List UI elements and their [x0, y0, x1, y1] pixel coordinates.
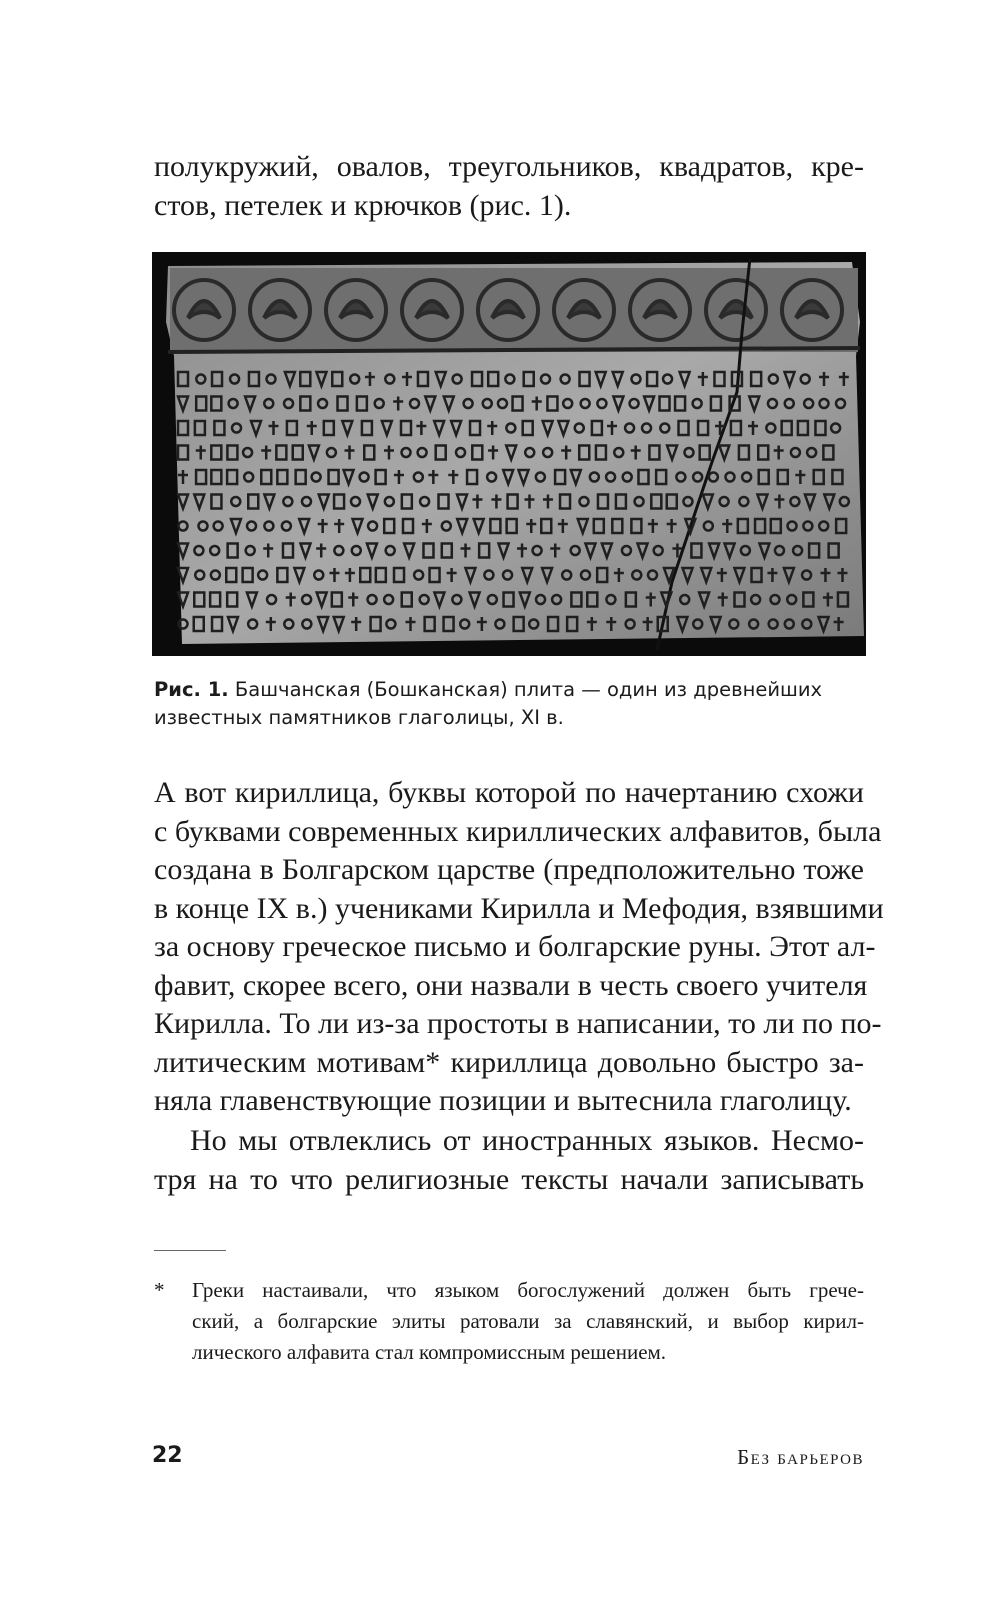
paragraph-line: А вот кириллица, буквы которой по начертанию схожи [154, 776, 864, 809]
paragraph-line: тря на то что религиозные тексты начали записывать [154, 1162, 864, 1196]
paragraph-line: стов, петелек и крючков (рис. 1). [154, 188, 572, 222]
caption-text: известных памятников глаголицы, XI в. [154, 706, 564, 729]
second-paragraph [154, 1122, 864, 1199]
top-paragraph [154, 148, 864, 225]
paragraph-line: в конце IX в.) учениками Кирилла и Мефодия, взявшими [154, 891, 884, 925]
footnote-line: ский, а болгарские элиты ратовали за славянский, и выбор кирил- [192, 1309, 864, 1333]
footnote-body [192, 1275, 864, 1368]
footnote-line: Греки настаивали, что языком богослужений должен быть грече- [192, 1278, 864, 1302]
paragraph-line: создана в Болгарском царстве (предположительно тоже [154, 853, 864, 886]
running-head: Без барьеров [737, 1445, 864, 1469]
paragraph-line: Кирилла. То ли из-за простоты в написании, то ли по по- [154, 1007, 882, 1040]
footnote-divider [154, 1250, 226, 1251]
paragraph-line: няла главенствующие позиции и вытеснила глаголицу. [154, 1084, 852, 1117]
figure-image-stone-tablet [152, 252, 866, 656]
caption-label: Рис. 1. [154, 678, 229, 701]
footnote-line: лического алфавита стал компромиссным решением. [192, 1340, 667, 1364]
paragraph-line: фавит, скорее всего, они назвали в честь своего учителя [154, 968, 868, 1002]
figure-caption [154, 676, 864, 732]
page-number: 22 [152, 1443, 183, 1468]
paragraph-line: полукружий, овалов, треугольников, квадратов, кре- [154, 150, 864, 183]
caption-text: Башчанская (Бошканская) плита — один из древнейших [234, 678, 823, 701]
paragraph-line: с буквами современных кириллических алфавитов, была [154, 814, 882, 848]
paragraph-line: за основу греческое письмо и болгарские руны. Этот ал- [154, 930, 876, 963]
main-paragraph [154, 774, 884, 1121]
footnote-mark: * [154, 1278, 165, 1302]
paragraph-line: Но мы отвлеклись от иностранных языков. Несмо- [190, 1124, 864, 1157]
paragraph-line: литическим мотивам* кириллица довольно быстро за- [154, 1045, 864, 1079]
